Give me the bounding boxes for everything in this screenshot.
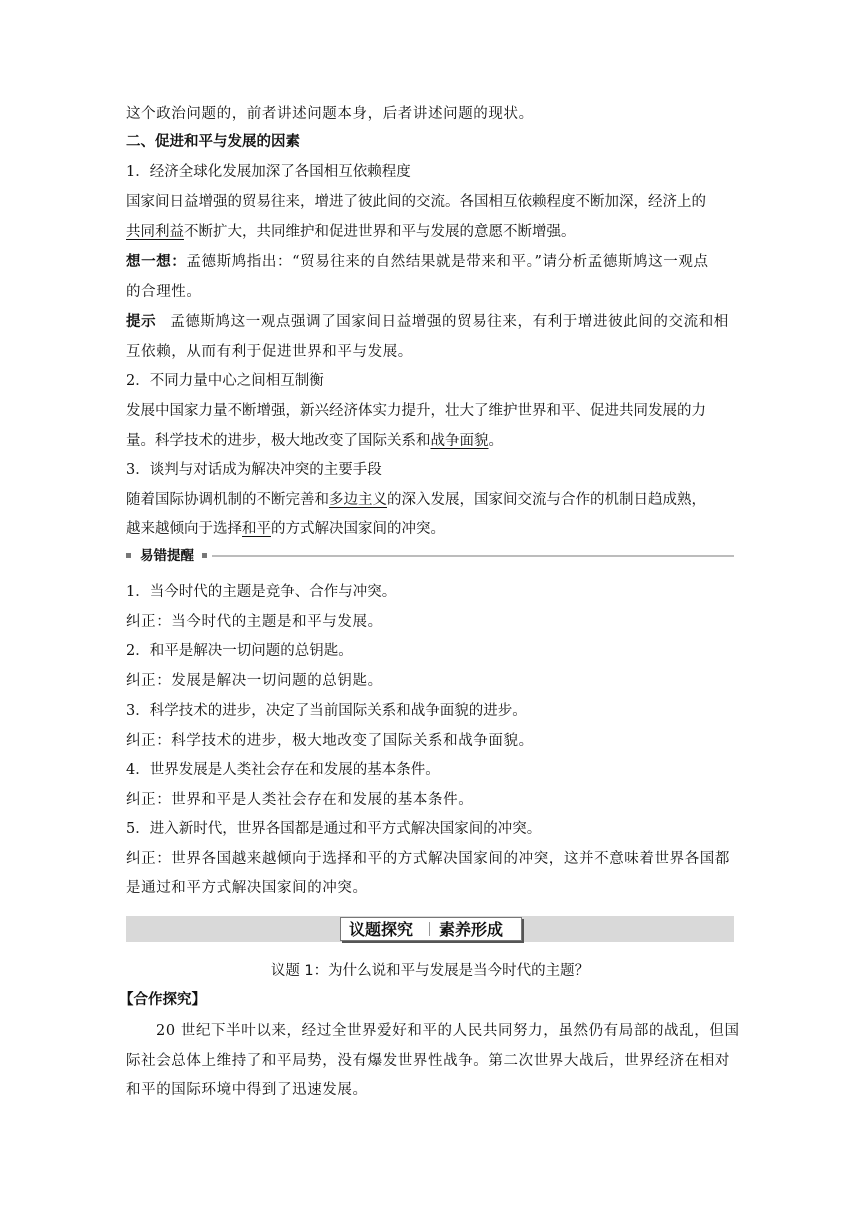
error-correction: 纠正：世界各国越来越倾向于选择和平的方式解决国家间的冲突，这并不意味着世界各国都: [126, 851, 730, 867]
think-question: [126, 252, 738, 272]
error-correction: 是通过和平方式解决国家间的冲突。: [126, 880, 368, 896]
text-span: 的方式解决国家间的冲突。: [271, 521, 445, 537]
underlined-term: 多边主义: [329, 492, 387, 508]
text-span: 量。科学技术的进步，极大地改变了国际关系和: [126, 433, 431, 449]
text-span: 。: [488, 433, 503, 449]
paragraph-line: 和平的国际环境中得到了迅速发展。: [126, 1082, 368, 1098]
point-title: 2．不同力量中心之间相互制衡: [126, 373, 324, 389]
error-reminder-banner: [126, 547, 734, 565]
bullet-square-icon: [202, 553, 207, 558]
error-statement: 4．世界发展是人类社会存在和发展的基本条件。: [126, 762, 440, 778]
underlined-term: 战争面貌: [430, 433, 489, 449]
text-line: 的合理性。: [126, 284, 202, 300]
divider: [212, 555, 734, 557]
text-line: 互依赖，从而有利于促进世界和平与发展。: [126, 344, 413, 360]
text-span: 孟德斯鸠这一观点强调了国家间日益增强的贸易往来，有利于增进彼此间的交流和相: [170, 314, 729, 330]
banner-label: 易错提醒: [140, 548, 194, 564]
underlined-term: 和平: [242, 521, 271, 537]
section-banner: [126, 916, 734, 942]
paragraph-line: 20 世纪下半叶以来，经过全世界爱好和平的人民共同努力，虽然仍有局部的战乱，但国: [156, 1023, 740, 1039]
hint-label: 提示: [126, 314, 157, 330]
text-line: [126, 490, 738, 510]
error-statement: 5．进入新时代，世界各国都是通过和平方式解决国家间的冲突。: [126, 821, 542, 837]
text-line: 国家间日益增强的贸易往来，增进了彼此间的交流。各国相互依赖程度不断加深，经济上的: [126, 194, 706, 210]
error-correction: 纠正：世界和平是人类社会存在和发展的基本条件。: [126, 792, 474, 808]
section-heading: 二、促进和平与发展的因素: [126, 134, 300, 150]
hint-line: [126, 312, 738, 332]
text-span: 孟德斯鸠指出：“贸易往来的自然结果就是带来和平。”请分析孟德斯鸠这一观点: [186, 254, 709, 270]
error-correction: 纠正：当今时代的主题是和平与发展。: [126, 614, 383, 630]
topic-title: 议题 1：为什么说和平与发展是当今时代的主题？: [270, 963, 590, 979]
underlined-term: 共同利益: [126, 224, 184, 240]
bullet-square-icon: [126, 553, 131, 558]
text-span: 不断扩大，共同维护和促进世界和平与发展的意愿不断增强。: [184, 224, 576, 240]
text-span: 随着国际协调机制的不断完善和: [126, 492, 329, 508]
divider: [429, 922, 430, 936]
coop-label: 【合作探究】: [119, 992, 206, 1008]
text-span: 越来越倾向于选择: [126, 521, 242, 537]
think-label: 想一想：: [126, 254, 187, 270]
text-line: 这个政治问题的，前者讲述问题本身，后者讲述问题的现状。: [126, 106, 534, 122]
banner-box: [340, 917, 522, 941]
paragraph-line: 际社会总体上维持了和平局势，没有爆发世界性战争。第二次世界大战后，世界经济在相对: [126, 1053, 730, 1069]
banner-title: 素养形成: [439, 920, 504, 939]
text-span: 的深入发展，国家间交流与合作的机制日趋成熟，: [387, 492, 706, 508]
error-correction: 纠正：发展是解决一切问题的总钥匙。: [126, 673, 383, 689]
banner-title: 议题探究: [349, 920, 414, 939]
point-title: 1．经济全球化发展加深了各国相互依赖程度: [126, 164, 411, 180]
text-line: [126, 431, 738, 451]
text-line: 发展中国家力量不断增强，新兴经济体实力提升，壮大了维护世界和平、促进共同发展的力: [126, 403, 706, 419]
text-line: [126, 222, 738, 242]
error-correction: 纠正：科学技术的进步，极大地改变了国际关系和战争面貌。: [126, 733, 534, 749]
text-line: [126, 519, 738, 539]
point-title: 3．谈判与对话成为解决冲突的主要手段: [126, 462, 382, 478]
error-statement: 3．科学技术的进步，决定了当前国际关系和战争面貌的进步。: [126, 703, 527, 719]
error-statement: 2．和平是解决一切问题的总钥匙。: [126, 643, 353, 659]
error-statement: 1．当今时代的主题是竞争、合作与冲突。: [126, 584, 397, 600]
